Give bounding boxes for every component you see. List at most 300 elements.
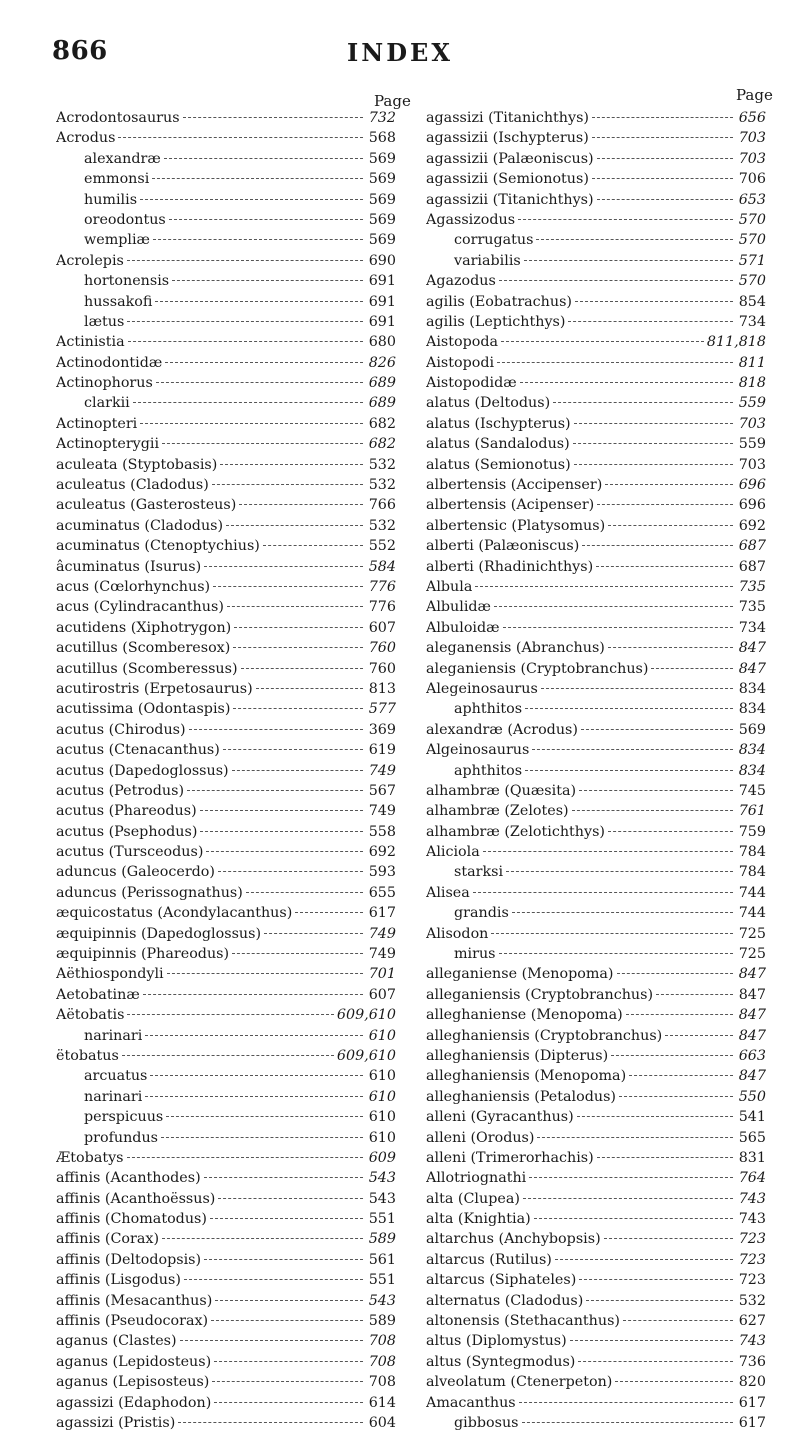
dot-leader	[213, 586, 363, 587]
index-entry	[426, 108, 766, 128]
entry-term: altus (Syntegmodus)	[426, 1353, 576, 1370]
index-entry	[426, 536, 766, 556]
dot-leader	[241, 668, 363, 669]
entry-page-number: 663	[738, 1047, 766, 1064]
entry-page-number: 736	[738, 1353, 766, 1370]
entry-page-number: 744	[738, 905, 766, 922]
index-entry	[426, 312, 766, 332]
entry-term: Agassizodus	[426, 211, 516, 228]
index-entry	[426, 353, 766, 373]
index-subentry	[56, 1107, 396, 1127]
index-entry	[56, 577, 396, 597]
dot-leader	[180, 1340, 363, 1341]
entry-term: acus (Cylindracanthus)	[56, 599, 224, 616]
index-entry	[56, 1046, 396, 1066]
dot-leader	[629, 1075, 733, 1076]
dot-leader	[499, 953, 733, 954]
index-subentry	[56, 393, 396, 413]
index-entry	[56, 781, 396, 801]
entry-term: aduncus (Perissognathus)	[56, 884, 243, 901]
entry-term: æquipinnis (Phareodus)	[56, 946, 230, 963]
dot-leader	[506, 871, 733, 872]
dot-leader	[211, 1320, 363, 1321]
index-entry-list	[426, 108, 766, 1433]
entry-page-number: 692	[368, 844, 396, 861]
entry-term: alleganiensis (Cryptobranchus)	[426, 986, 654, 1003]
index-entry	[426, 964, 766, 984]
entry-term: agilis (Leptichthys)	[426, 313, 566, 330]
dot-leader	[499, 280, 733, 281]
dot-leader	[210, 1218, 363, 1219]
index-subentry	[426, 699, 766, 719]
index-entry	[56, 964, 396, 984]
dot-leader	[226, 525, 363, 526]
entry-page-number: 570	[738, 273, 766, 290]
entry-page-number: 569	[368, 191, 396, 208]
entry-term: affinis (Pseudocorax)	[56, 1313, 209, 1330]
index-entry	[426, 271, 766, 291]
dot-leader	[212, 1381, 363, 1382]
index-entry	[426, 1066, 766, 1086]
entry-term: narinari	[84, 1027, 143, 1044]
entry-term: altarchus (Anchybopsis)	[426, 1231, 601, 1248]
entry-term: Agazodus	[426, 273, 496, 290]
entry-page-number: 680	[368, 334, 396, 351]
dot-leader	[152, 178, 363, 179]
index-entry	[56, 699, 396, 719]
dot-leader	[656, 994, 733, 995]
entry-term: Aetobatinæ	[56, 986, 140, 1003]
entry-term: alhambræ (Quæsita)	[426, 782, 577, 799]
entry-term: aleganensis (Abranchus)	[426, 640, 605, 657]
index-entry	[56, 720, 396, 740]
entry-term: variabilis	[454, 252, 521, 269]
entry-page-number: 627	[738, 1313, 766, 1330]
dot-leader	[223, 749, 363, 750]
dot-leader	[582, 545, 733, 546]
entry-page-number: 609,610	[336, 1007, 396, 1024]
entry-page-number: 761	[738, 803, 766, 820]
index-entry	[426, 128, 766, 148]
entry-term: altarcus (Siphateles)	[426, 1272, 577, 1289]
entry-term: gibbosus	[454, 1415, 519, 1431]
entry-term: ëtobatus	[56, 1047, 119, 1064]
dot-leader	[140, 423, 363, 424]
entry-page-number: 834	[738, 762, 766, 779]
entry-page-number: 749	[368, 946, 396, 963]
dot-leader	[522, 1422, 733, 1423]
entry-page-number: 569	[738, 721, 766, 738]
entry-term: Alisea	[426, 884, 470, 901]
entry-page-number: 708	[368, 1353, 396, 1370]
entry-page-number: 847	[738, 966, 766, 983]
dot-leader	[518, 219, 733, 220]
entry-page-number: 743	[738, 1190, 766, 1207]
index-entry	[426, 1026, 766, 1046]
dot-leader	[256, 688, 363, 689]
entry-page-number: 749	[368, 925, 396, 942]
dot-leader	[206, 851, 363, 852]
dot-leader	[615, 1381, 733, 1382]
entry-page-number: 609	[368, 1149, 396, 1166]
entry-term: affinis (Acanthodes)	[56, 1170, 201, 1187]
entry-page-number: 732	[368, 110, 396, 126]
dot-leader	[127, 1157, 364, 1158]
entry-term: acutidens (Xiphotrygon)	[56, 619, 232, 636]
entry-page-number: 831	[738, 1149, 766, 1166]
entry-term: Aëthiospondyli	[56, 966, 164, 983]
entry-term: alleni (Trimerorhachis)	[426, 1149, 594, 1166]
index-entry	[426, 883, 766, 903]
index-entry	[426, 1148, 766, 1168]
entry-page-number: 682	[368, 436, 396, 453]
dot-leader	[608, 647, 733, 648]
index-entry-list	[56, 108, 396, 1433]
entry-page-number: 617	[368, 905, 396, 922]
dot-leader	[577, 1116, 733, 1117]
index-entry	[56, 1413, 396, 1433]
entry-page-number: 558	[368, 823, 396, 840]
index-subentry	[426, 903, 766, 923]
entry-page-number: 734	[738, 619, 766, 636]
dot-leader	[295, 912, 363, 913]
dot-leader	[501, 341, 704, 342]
entry-page-number: 532	[368, 456, 396, 473]
entry-page-number: 725	[738, 925, 766, 942]
entry-page-number: 552	[368, 538, 396, 555]
entry-term: alatus (Ischypterus)	[426, 415, 571, 432]
entry-page-number: 834	[738, 680, 766, 697]
dot-leader	[592, 117, 733, 118]
entry-page-number: 749	[368, 803, 396, 820]
dot-leader	[605, 484, 733, 485]
index-entry	[426, 1128, 766, 1148]
entry-page-number: 696	[738, 477, 766, 494]
dot-leader	[568, 321, 733, 322]
entry-page-number: 604	[368, 1415, 396, 1431]
dot-leader	[187, 790, 363, 791]
entry-page-number: 687	[738, 558, 766, 575]
index-subentry	[56, 169, 396, 189]
index-entry	[56, 373, 396, 393]
index-entry	[426, 1189, 766, 1209]
dot-leader	[155, 301, 363, 302]
page-number: 866	[52, 36, 108, 66]
entry-term: acus (Cœlorhynchus)	[56, 578, 211, 595]
entry-term: hortonensis	[84, 273, 170, 290]
entry-term: corrugatus	[454, 232, 534, 249]
dot-leader	[166, 1116, 363, 1117]
index-subentry	[56, 230, 396, 250]
entry-term: Aistopodi	[426, 354, 495, 371]
index-entry	[56, 924, 396, 944]
index-entry	[56, 516, 396, 536]
dot-leader	[575, 301, 733, 302]
entry-page-number: 826	[368, 354, 396, 371]
entry-page-number: 690	[368, 252, 396, 269]
entry-page-number: 703	[738, 130, 766, 147]
index-entry	[426, 1168, 766, 1188]
index-entry	[56, 1393, 396, 1413]
entry-term: alta (Knightia)	[426, 1211, 531, 1228]
entry-term: alexandræ (Acrodus)	[426, 721, 578, 738]
index-entry	[56, 679, 396, 699]
entry-page-number: 589	[368, 1313, 396, 1330]
entry-page-number: 577	[368, 701, 396, 718]
entry-page-number: 847	[738, 986, 766, 1003]
entry-term: alveolatum (Ctenerpeton)	[426, 1374, 613, 1391]
entry-page-number: 571	[738, 252, 766, 269]
entry-page-number: 543	[368, 1170, 396, 1187]
index-entry	[426, 1270, 766, 1290]
dot-leader	[145, 1096, 363, 1097]
entry-page-number: 559	[738, 395, 766, 412]
dot-leader	[204, 1259, 363, 1260]
entry-page-number: 569	[368, 150, 396, 167]
entry-term: alleghaniensis (Cryptobranchus)	[426, 1027, 663, 1044]
dot-leader	[665, 1035, 733, 1036]
entry-page-number: 607	[368, 619, 396, 636]
entry-page-number: 610	[368, 1068, 396, 1085]
entry-term: aganus (Clastes)	[56, 1333, 177, 1350]
dot-leader	[189, 729, 363, 730]
entry-page-number: 551	[368, 1272, 396, 1289]
entry-term: aleganiensis (Cryptobranchus)	[426, 660, 649, 677]
entry-term: Acrodontosaurus	[56, 110, 180, 126]
index-entry	[426, 577, 766, 597]
entry-page-number: 532	[368, 517, 396, 534]
dot-leader	[574, 423, 733, 424]
dot-leader	[608, 831, 733, 832]
entry-term: Aistopodidæ	[426, 375, 517, 392]
dot-leader	[122, 1055, 334, 1056]
page-column-label: Page	[736, 86, 773, 104]
index-subentry	[426, 862, 766, 882]
dot-leader	[264, 933, 363, 934]
dot-leader	[553, 402, 733, 403]
entry-page-number: 820	[738, 1374, 766, 1391]
entry-page-number: 723	[738, 1272, 766, 1289]
entry-term: agassizii (Semionotus)	[426, 171, 589, 188]
entry-term: agassizi (Pristis)	[56, 1415, 176, 1431]
dot-leader	[172, 280, 363, 281]
dot-leader	[581, 729, 733, 730]
entry-term: Actinopterygii	[56, 436, 160, 453]
entry-page-number: 565	[738, 1129, 766, 1146]
index-subentry	[56, 210, 396, 230]
dot-leader	[473, 892, 733, 893]
entry-term: alatus (Semionotus)	[426, 456, 571, 473]
entry-page-number: 609,610	[336, 1047, 396, 1064]
entry-term: Alegeinosaurus	[426, 680, 538, 697]
entry-term: mirus	[454, 946, 496, 963]
entry-term: acutus (Psephodus)	[56, 823, 198, 840]
index-entry	[56, 128, 396, 148]
dot-leader	[537, 1137, 733, 1138]
index-entry	[426, 1229, 766, 1249]
dot-leader	[475, 586, 733, 587]
dot-leader	[162, 1238, 363, 1239]
entry-term: altonensis (Stethacanthus)	[426, 1313, 620, 1330]
index-entry	[56, 985, 396, 1005]
dot-leader	[520, 382, 733, 383]
index-subentry	[56, 1026, 396, 1046]
dot-leader	[167, 973, 363, 974]
dot-leader	[586, 1300, 733, 1301]
entry-term: æquicostatus (Acondylacanthus)	[56, 905, 293, 922]
entry-term: agassizii (Palæoniscus)	[426, 150, 594, 167]
entry-term: acuminatus (Cladodus)	[56, 517, 224, 534]
entry-page-number: 656	[738, 110, 766, 126]
dot-leader	[503, 627, 733, 628]
index-subentry	[426, 230, 766, 250]
entry-term: starksi	[454, 864, 504, 881]
index-entry	[426, 169, 766, 189]
index-entry	[56, 659, 396, 679]
index-entry	[56, 862, 396, 882]
entry-page-number: 614	[368, 1394, 396, 1411]
index-entry	[56, 108, 396, 128]
entry-page-number: 847	[738, 1007, 766, 1024]
entry-page-number: 847	[738, 660, 766, 677]
entry-term: affinis (Lisgodus)	[56, 1272, 181, 1289]
entry-page-number: 610	[368, 1109, 396, 1126]
entry-term: alleganiense (Menopoma)	[426, 966, 614, 983]
index-subentry	[426, 1413, 766, 1433]
dot-leader	[184, 1279, 363, 1280]
entry-page-number: 543	[368, 1292, 396, 1309]
entry-term: Albula	[426, 578, 473, 595]
entry-term: alexandræ	[84, 150, 161, 167]
entry-term: alleni (Gyracanthus)	[426, 1109, 574, 1126]
dot-leader	[626, 1014, 733, 1015]
dot-leader	[153, 239, 363, 240]
dot-leader	[218, 871, 363, 872]
entry-term: humilis	[84, 191, 138, 208]
entry-term: alleghaniense (Menopoma)	[426, 1007, 623, 1024]
entry-term: altarcus (Rutilus)	[426, 1251, 552, 1268]
entry-term: albertensis (Acipenser)	[426, 497, 595, 514]
index-entry	[56, 1372, 396, 1392]
entry-page-number: 559	[738, 436, 766, 453]
entry-term: aduncus (Galeocerdo)	[56, 864, 215, 881]
index-entry	[56, 353, 396, 373]
dot-leader	[227, 606, 363, 607]
index-entry	[426, 1250, 766, 1270]
entry-page-number: 776	[368, 578, 396, 595]
entry-term: acutus (Dapedoglossus)	[56, 762, 229, 779]
dot-leader	[525, 708, 733, 709]
entry-term: aphthitos	[454, 701, 523, 718]
entry-page-number: 784	[738, 844, 766, 861]
entry-term: Alisodon	[426, 925, 489, 942]
dot-leader	[512, 912, 733, 913]
entry-page-number: 607	[368, 986, 396, 1003]
entry-page-number: 689	[368, 375, 396, 392]
index-entry	[426, 985, 766, 1005]
entry-term: affinis (Deltodopsis)	[56, 1251, 202, 1268]
index-entry	[426, 393, 766, 413]
dot-leader	[611, 1055, 733, 1056]
entry-term: alleni (Orodus)	[426, 1129, 535, 1146]
dot-leader	[263, 545, 363, 546]
index-entry	[426, 618, 766, 638]
entry-term: Amacanthus	[426, 1394, 516, 1411]
dot-leader	[483, 851, 733, 852]
dot-leader	[183, 117, 363, 118]
dot-leader	[215, 1300, 363, 1301]
index-entry	[56, 1189, 396, 1209]
entry-page-number: 725	[738, 946, 766, 963]
index-entry	[426, 1209, 766, 1229]
dot-leader	[150, 1075, 363, 1076]
entry-term: emmonsi	[84, 171, 150, 188]
index-entry	[56, 618, 396, 638]
entry-page-number: 653	[738, 191, 766, 208]
index-entry	[56, 434, 396, 454]
index-entry	[426, 822, 766, 842]
dot-leader	[572, 810, 733, 811]
dot-leader	[161, 1137, 363, 1138]
entry-term: agassizi (Edaphodon)	[56, 1394, 212, 1411]
entry-term: Albulidæ	[426, 599, 491, 616]
dot-leader	[574, 464, 733, 465]
index-entry	[426, 292, 766, 312]
index-entry	[56, 1229, 396, 1249]
entry-page-number: 567	[368, 782, 396, 799]
entry-term: alleghaniensis (Petalodus)	[426, 1088, 616, 1105]
entry-term: albertensis (Accipenser)	[426, 477, 603, 494]
index-entry	[56, 761, 396, 781]
index-subentry	[426, 761, 766, 781]
index-entry	[426, 495, 766, 515]
entry-page-number: 692	[738, 517, 766, 534]
dot-leader	[597, 158, 733, 159]
dot-leader	[578, 1361, 733, 1362]
entry-page-number: 749	[368, 762, 396, 779]
entry-page-number: 854	[738, 293, 766, 310]
entry-term: affinis (Corax)	[56, 1231, 160, 1248]
dot-leader	[494, 606, 733, 607]
entry-term: acutirostris (Erpetosaurus)	[56, 680, 253, 697]
entry-page-number: 569	[368, 232, 396, 249]
entry-term: lætus	[84, 313, 125, 330]
index-entry	[426, 740, 766, 760]
entry-page-number: 610	[368, 1027, 396, 1044]
index-entry	[426, 332, 766, 352]
entry-page-number: 617	[738, 1415, 766, 1431]
entry-page-number: 689	[368, 395, 396, 412]
entry-term: aculeatus (Cladodus)	[56, 477, 209, 494]
column-heading	[56, 86, 411, 110]
dot-leader	[162, 443, 363, 444]
entry-page-number: 593	[368, 864, 396, 881]
entry-term: agilis (Eobatrachus)	[426, 293, 573, 310]
dot-leader	[597, 504, 733, 505]
entry-term: affinis (Acanthoëssus)	[56, 1190, 216, 1207]
index-entry	[426, 1107, 766, 1127]
dot-leader	[218, 1198, 363, 1199]
index-entry	[56, 597, 396, 617]
dot-leader	[651, 668, 733, 669]
index-entry	[56, 1209, 396, 1229]
dot-leader	[592, 137, 733, 138]
dot-leader	[178, 1422, 363, 1423]
dot-leader	[534, 1218, 733, 1219]
entry-page-number: 551	[368, 1211, 396, 1228]
entry-page-number: 784	[738, 864, 766, 881]
index-entry	[56, 944, 396, 964]
